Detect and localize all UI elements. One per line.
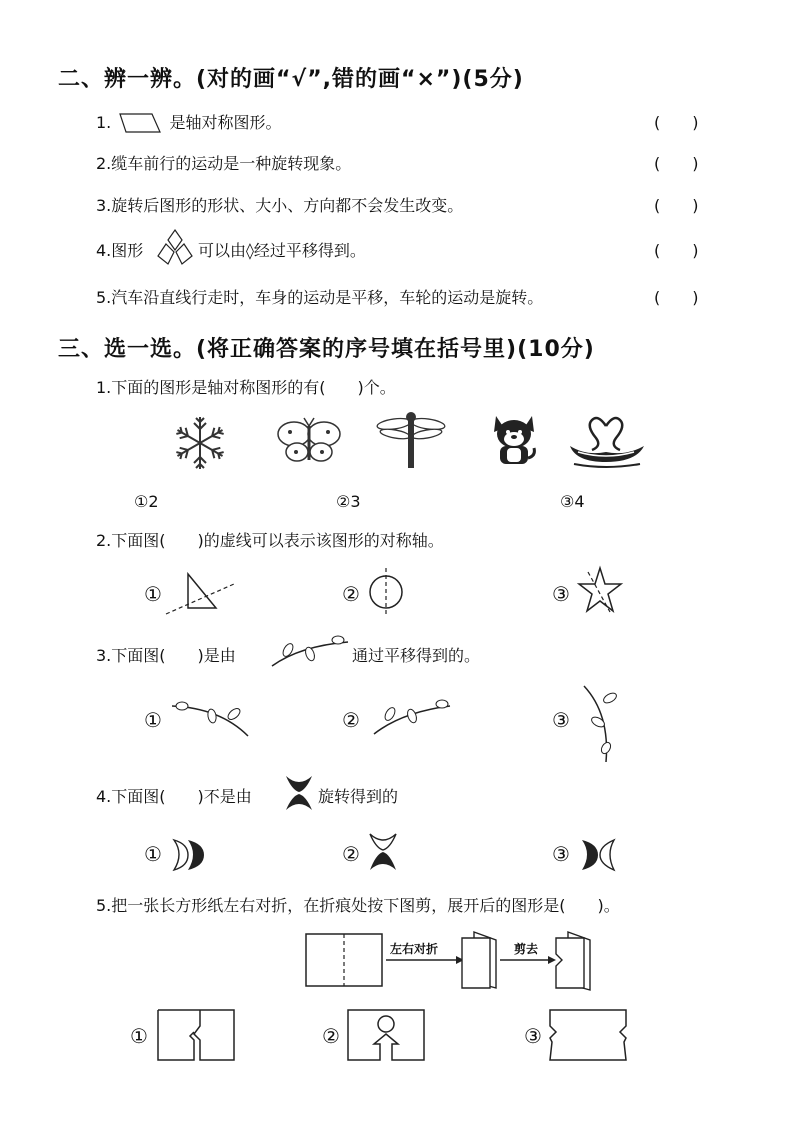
branch-option-2-icon [372,698,452,738]
s3-q3-text-b: 通过平移得到的。 [352,646,481,665]
s3-q1-option-3[interactable]: ③4 [560,492,585,511]
dragonfly-icon [376,410,446,470]
s3-q1-option-1[interactable]: ①2 [134,492,159,511]
s3-q3-num: 3. [96,646,112,665]
s3-q2 [96,528,444,551]
s2-item4 [96,238,143,261]
s3-q3-option-2[interactable]: ② [342,708,360,732]
s2-item2 [96,151,351,174]
s3-q4 [96,784,252,807]
fold-arrow-label: 左右对折 [390,942,439,956]
s2-item3-text: 旋转后图形的形状、大小、方向都不会发生改变。 [111,196,464,215]
s3-q5-option-2[interactable]: ② [322,1024,340,1048]
butterfly-icon [276,418,342,466]
s2-item3-num: 3. [96,196,112,215]
s2-item5-text: 汽车沿直线行走时，车身的运动是平移，车轮的运动是旋转。 [111,288,544,307]
s2-item1 [96,110,281,136]
branch-icon [270,636,350,668]
s2-item3-answer[interactable]: ( ) [654,196,699,215]
parallelogram-icon [118,112,162,136]
s2-item2-text: 缆车前行的运动是一种旋转现象。 [111,154,352,173]
s2-item2-num: 2. [96,154,112,173]
branch-option-3-icon [580,684,620,764]
snowflake-icon [172,412,228,474]
s3-q2-num: 2. [96,531,112,550]
s2-item1-text: 是轴对称图形。 [169,113,282,132]
s3-q5-option-1[interactable]: ① [130,1024,148,1048]
s2-item1-num: 1. [96,113,112,132]
s3-q4-text-a: 下面图( )不是由 [111,787,252,806]
dog-icon [490,412,538,468]
s2-item5 [96,285,543,308]
three-diamonds-icon [154,228,196,268]
section2-title: 二、辨一辨。(对的画“√”,错的画“×”)(5分) [58,67,524,92]
s2-item5-answer[interactable]: ( ) [654,288,699,307]
swans-icon [566,412,648,468]
s3-q1 [96,375,396,398]
s2-item2-answer[interactable]: ( ) [654,154,699,173]
s2-item4-num: 4. [96,241,112,260]
s3-q4-option-1[interactable]: ① [144,842,162,866]
s3-q3-option-3[interactable]: ③ [552,708,570,732]
s3-q4-text-b: 旋转得到的 [318,787,399,806]
section3-title: 三、选一选。(将正确答案的序号填在括号里)(10分) [58,337,595,362]
branch-option-1-icon [170,700,250,740]
s2-item4-text-a: 图形 [111,241,144,260]
s2-item4-answer[interactable]: ( ) [654,241,699,260]
s3-q1-option-2[interactable]: ②3 [336,492,361,511]
crescents-option-3-icon [578,838,618,872]
s3-q1-text: 下面的图形是轴对称图形的有( )个。 [111,378,396,397]
s3-q2-text: 下面图( )的虚线可以表示该图形的对称轴。 [111,531,444,550]
s3-q4-num: 4. [96,787,112,806]
s2-item3 [96,193,463,216]
s3-q4-option-2[interactable]: ② [342,842,360,866]
paper-option-3-icon [548,1008,628,1062]
s2-item1-answer[interactable]: ( ) [654,113,699,132]
s3-q5-num: 5. [96,896,112,915]
s3-q3-text-a: 下面图( )是由 [111,646,236,665]
s3-q5-option-3[interactable]: ③ [524,1024,542,1048]
folding-diagram [304,930,594,994]
circle-icon [366,566,406,618]
paper-option-2-icon [346,1008,426,1062]
s3-q1-num: 1. [96,378,112,397]
s3-q2-option-3[interactable]: ③ [552,582,570,606]
cut-arrow-label: 剪去 [514,942,539,956]
crescents-option-1-icon [170,838,206,872]
s3-q5 [96,893,620,916]
s3-q3 [96,643,236,666]
star-icon [578,566,622,616]
triangle-icon [164,570,236,616]
s3-q2-option-2[interactable]: ② [342,582,360,606]
s3-q4-option-3[interactable]: ③ [552,842,570,866]
paper-option-1-icon [156,1008,236,1062]
s2-item5-num: 5. [96,288,112,307]
s3-q5-text: 把一张长方形纸左右对折，在折痕处按下图剪，展开后的图形是( )。 [111,896,620,915]
s3-q3-option-1[interactable]: ① [144,708,162,732]
crescents-option-2-icon [368,832,398,872]
s2-item4-text-b: 可以由◊经过平移得到。 [198,241,366,260]
hourglass-icon [284,774,314,812]
s3-q2-option-1[interactable]: ① [144,582,162,606]
